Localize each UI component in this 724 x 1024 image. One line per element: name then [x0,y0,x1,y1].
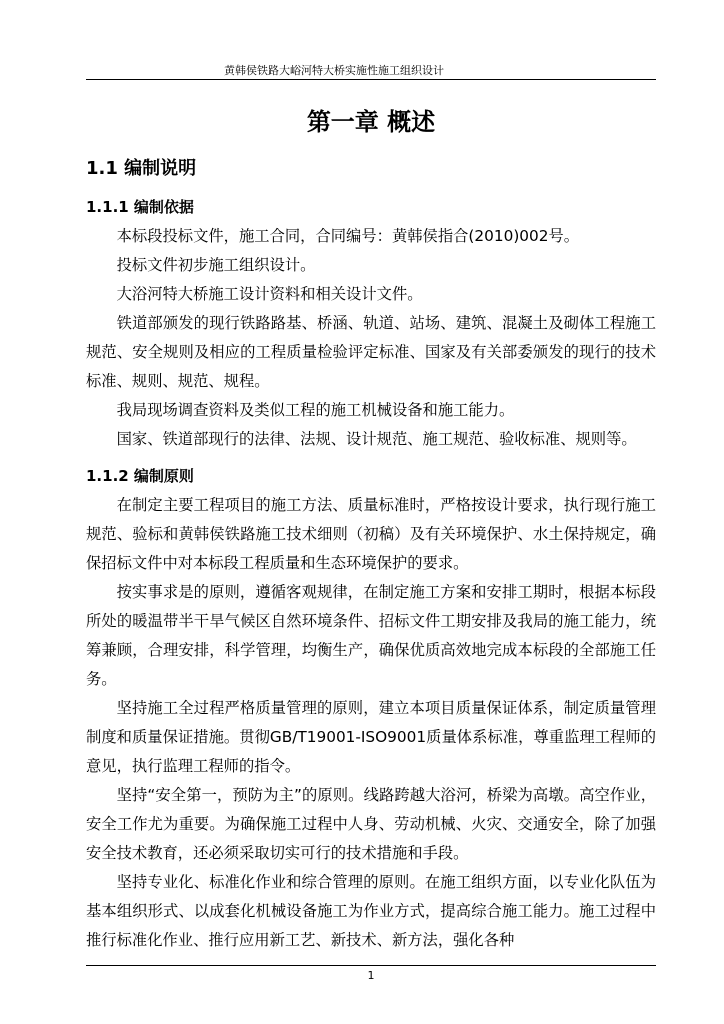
paragraph: 在制定主要工程项目的施工方法、质量标准时，严格按设计要求，执行现行施工规范、验标和黄韩侯铁路施工技术细则（初稿）及有关环境保护、水土保持规定，确保招标文件中对本标段工程质量和生态环境保护的要求。 [86,496,656,572]
page-number: 1 [367,969,375,982]
principles-paragraphs [86,491,656,955]
paragraph: 国家、铁道部现行的法律、法规、设计规范、施工规范、验收标准、规则等。 [116,430,637,448]
paragraph: 投标文件初步施工组织设计。 [116,256,316,274]
paragraph: 铁道部颁发的现行铁路路基、桥涵、轨道、站场、建筑、混凝土及砌体工程施工规范、安全规则及相应的工程质量检验评定标准、国家及有关部委颁发的现行的技术标准、规则、规范、规程。 [86,314,656,390]
subsection-title-basis: 1.1.1 编制依据 [86,198,194,216]
paragraph: 本标段投标文件，施工合同，合同编号：黄韩侯指合(2010)002号。 [116,227,580,245]
paragraph: 坚持施工全过程严格质量管理的原则，建立本项目质量保证体系，制定质量管理制度和质量保证措施。贯彻GB/T19001-ISO9001质量体系标准，尊重监理工程师的意见，执行监理工程师的指令。 [86,699,656,775]
header-rule [86,79,656,80]
paragraph: 坚持“安全第一，预防为主”的原则。线路跨越大浴河，桥梁为高墩。高空作业，安全工作尤为重要。为确保施工过程中人身、劳动机械、火灾、交通安全，除了加强安全技术教育，还必须采取切实可行的技术措施和手段。 [86,786,656,862]
section-title: 1.1 编制说明 [86,158,197,179]
header-title: 黄韩侯铁路大峪河特大桥实施性施工组织设计 [224,64,444,77]
chapter-title: 第一章 概述 [306,108,436,136]
paragraph: 坚持专业化、标准化作业和综合管理的原则。在施工组织方面，以专业化队伍为基本组织形式、以成套化机械设备施工为作业方式，提高综合施工能力。施工过程中推行标准化作业、推行应用新工艺、新技术、新方法，强化各种 [86,873,656,949]
basis-paragraphs [86,222,656,454]
page-header [86,64,656,78]
paragraph: 按实事求是的原则，遵循客观规律，在制定施工方案和安排工期时，根据本标段所处的暖温带半干旱气候区自然环境条件、招标文件工期安排及我局的施工能力，统筹兼顾，合理安排，科学管理，均衡生产，确保优质高效地完成本标段的全部施工任务。 [86,583,656,688]
paragraph: 大浴河特大桥施工设计资料和相关设计文件。 [116,285,423,303]
subsection-title-principles: 1.1.2 编制原则 [86,467,194,485]
footer-rule [86,965,656,966]
paragraph: 我局现场调查资料及类似工程的施工机械设备和施工能力。 [116,401,515,419]
